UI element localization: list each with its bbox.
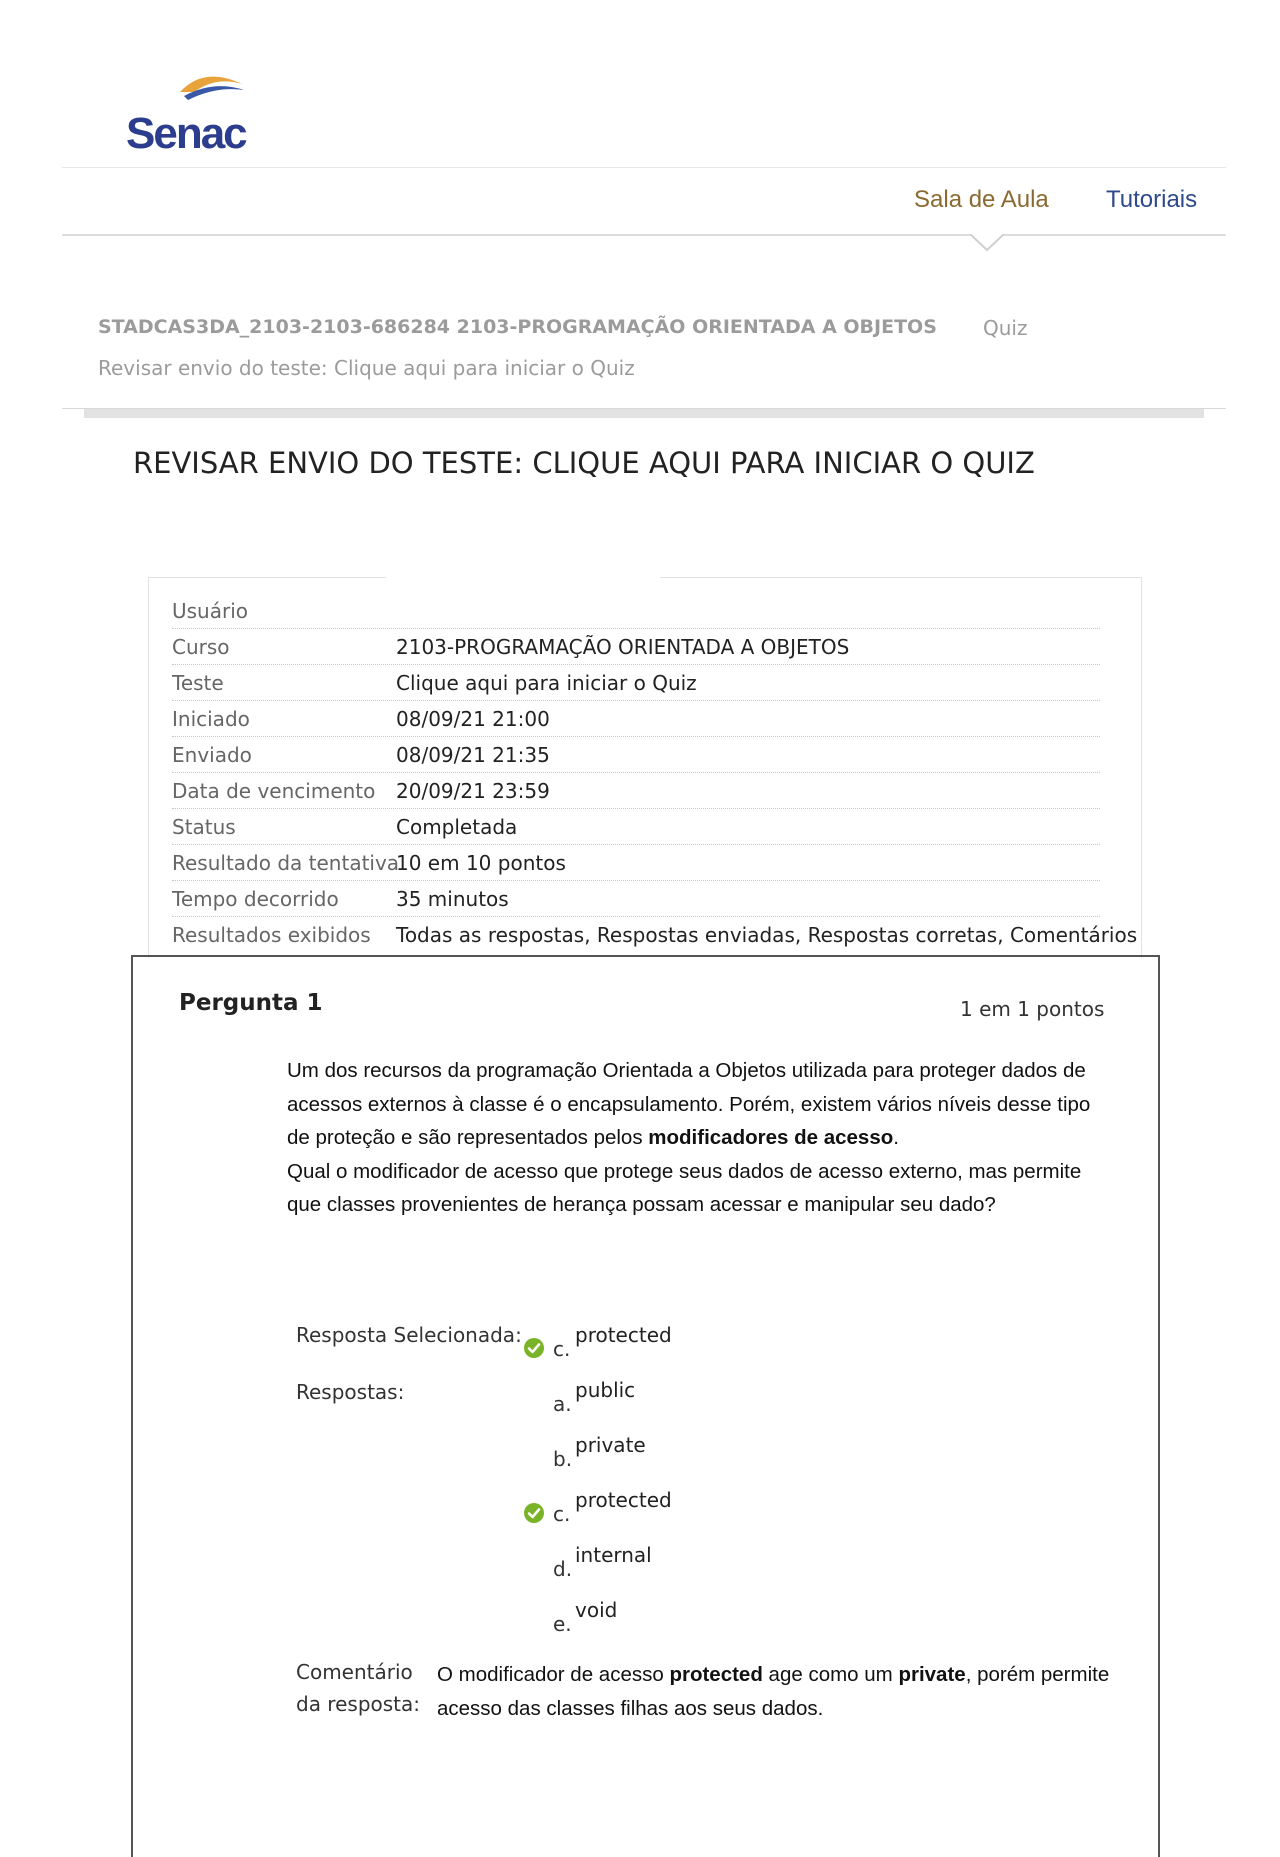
info-value: 10 em 10 pontos [396, 851, 566, 875]
comment-text: age como um [762, 1663, 899, 1686]
question-text-line2: Qual o modificador de acesso que protege seus dados de acesso externo, mas permite que classes provenientes de herança possam acessar e manipular seu dado? [287, 1159, 1082, 1216]
answer-letter: d. [553, 1557, 573, 1581]
info-label: Data de vencimento [172, 779, 376, 803]
selected-answer [523, 1323, 723, 1363]
info-label: Teste [172, 671, 224, 695]
header-divider-top [62, 167, 1226, 168]
correct-check-icon [523, 1502, 545, 1524]
question-points: 1 em 1 pontos [960, 997, 1105, 1021]
answer-text: protected [575, 1323, 672, 1347]
info-label: Resultados exibidos [172, 923, 371, 947]
answer-option-a [523, 1378, 723, 1418]
info-value: Completada [396, 815, 518, 839]
answer-option-c [523, 1488, 723, 1528]
info-label: Iniciado [172, 707, 250, 731]
answers-label: Respostas: [296, 1380, 405, 1404]
comment-text: O modificador de acesso [437, 1663, 670, 1686]
info-value: 08/09/21 21:00 [396, 707, 550, 731]
comment-label-line1: Comentário [296, 1660, 413, 1684]
breadcrumb-current: Revisar envio do teste: Clique aqui para iniciar o Quiz [98, 356, 635, 380]
info-row-elapsed [172, 880, 1100, 917]
info-value: 2103-PROGRAMAÇÃO ORIENTADA A OBJETOS [396, 635, 850, 659]
answer-comment [437, 1658, 1117, 1725]
answer-text: void [575, 1598, 618, 1622]
header-divider-bottom [62, 234, 1226, 236]
answer-text: private [575, 1433, 646, 1457]
answer-text: public [575, 1378, 636, 1402]
nav-sala-de-aula[interactable]: Sala de Aula [914, 186, 1049, 213]
info-row-status [172, 808, 1100, 845]
comment-text: , porém permite acesso das classes filhas aos seus dados. [437, 1663, 1110, 1720]
question-text-bold: modificadores de acesso [648, 1126, 894, 1149]
answer-option-b [523, 1433, 723, 1473]
info-row-due-date [172, 772, 1100, 809]
comment-label-line2: da resposta: [296, 1692, 421, 1716]
info-row-user [172, 592, 1100, 629]
question-title: Pergunta 1 [179, 990, 323, 1016]
breadcrumb-shadow-bar [84, 409, 1204, 418]
info-row-submitted [172, 736, 1100, 773]
nav-tutoriais[interactable]: Tutoriais [1106, 186, 1198, 213]
selected-answer-label: Resposta Selecionada: [296, 1323, 522, 1347]
info-label: Tempo decorrido [172, 887, 339, 911]
question-text [287, 1054, 1107, 1222]
answer-letter: a. [553, 1392, 572, 1416]
answer-letter: c. [553, 1502, 571, 1526]
info-label: Enviado [172, 743, 252, 767]
page-title: REVISAR ENVIO DO TESTE: CLIQUE AQUI PARA INICIAR O QUIZ [133, 446, 1035, 480]
answer-text: protected [575, 1488, 672, 1512]
answer-option-e [523, 1598, 723, 1638]
answer-text: internal [575, 1543, 652, 1567]
correct-check-icon [523, 1337, 545, 1359]
question-text-part2: . [893, 1126, 899, 1149]
info-value: 20/09/21 23:59 [396, 779, 550, 803]
comment-bold: protected [669, 1663, 763, 1686]
senac-logo [124, 70, 264, 160]
info-label: Usuário [172, 599, 249, 623]
answer-letter: e. [553, 1612, 572, 1636]
panel-border-gap [386, 575, 660, 580]
info-row-course [172, 628, 1100, 665]
info-value: 35 minutos [396, 887, 509, 911]
question-text-part1: Um dos recursos da programação Orientada a Objetos utilizada para proteger dados de acessos externos à classe é o encapsulamento. Porém, existem vários níveis desse tipo de proteção e são representados pelos [287, 1059, 1091, 1149]
info-value: 08/09/21 21:35 [396, 743, 550, 767]
breadcrumb-course[interactable]: STADCAS3DA_2103-2103-686284 2103-PROGRAMAÇÃO ORIENTADA A OBJETOS [98, 316, 937, 338]
breadcrumb-section[interactable]: Quiz [983, 316, 1028, 340]
info-label: Curso [172, 635, 230, 659]
answer-letter: b. [553, 1447, 573, 1471]
info-value: Todas as respostas, Respostas enviadas, Respostas corretas, Comentários [396, 923, 1138, 947]
info-row-started [172, 700, 1100, 737]
answer-option-d [523, 1543, 723, 1583]
info-row-results-shown [172, 916, 1138, 952]
info-row-result [172, 844, 1100, 881]
info-label: Status [172, 815, 236, 839]
answer-letter: c. [553, 1337, 571, 1361]
info-value: Clique aqui para iniciar o Quiz [396, 671, 697, 695]
info-label: Resultado da tentativa [172, 851, 400, 875]
logo-text: Senac [126, 109, 246, 158]
comment-bold: private [898, 1663, 966, 1686]
info-row-test [172, 664, 1100, 701]
active-nav-caret-icon [970, 234, 1004, 252]
answer-comment-label [296, 1656, 420, 1720]
